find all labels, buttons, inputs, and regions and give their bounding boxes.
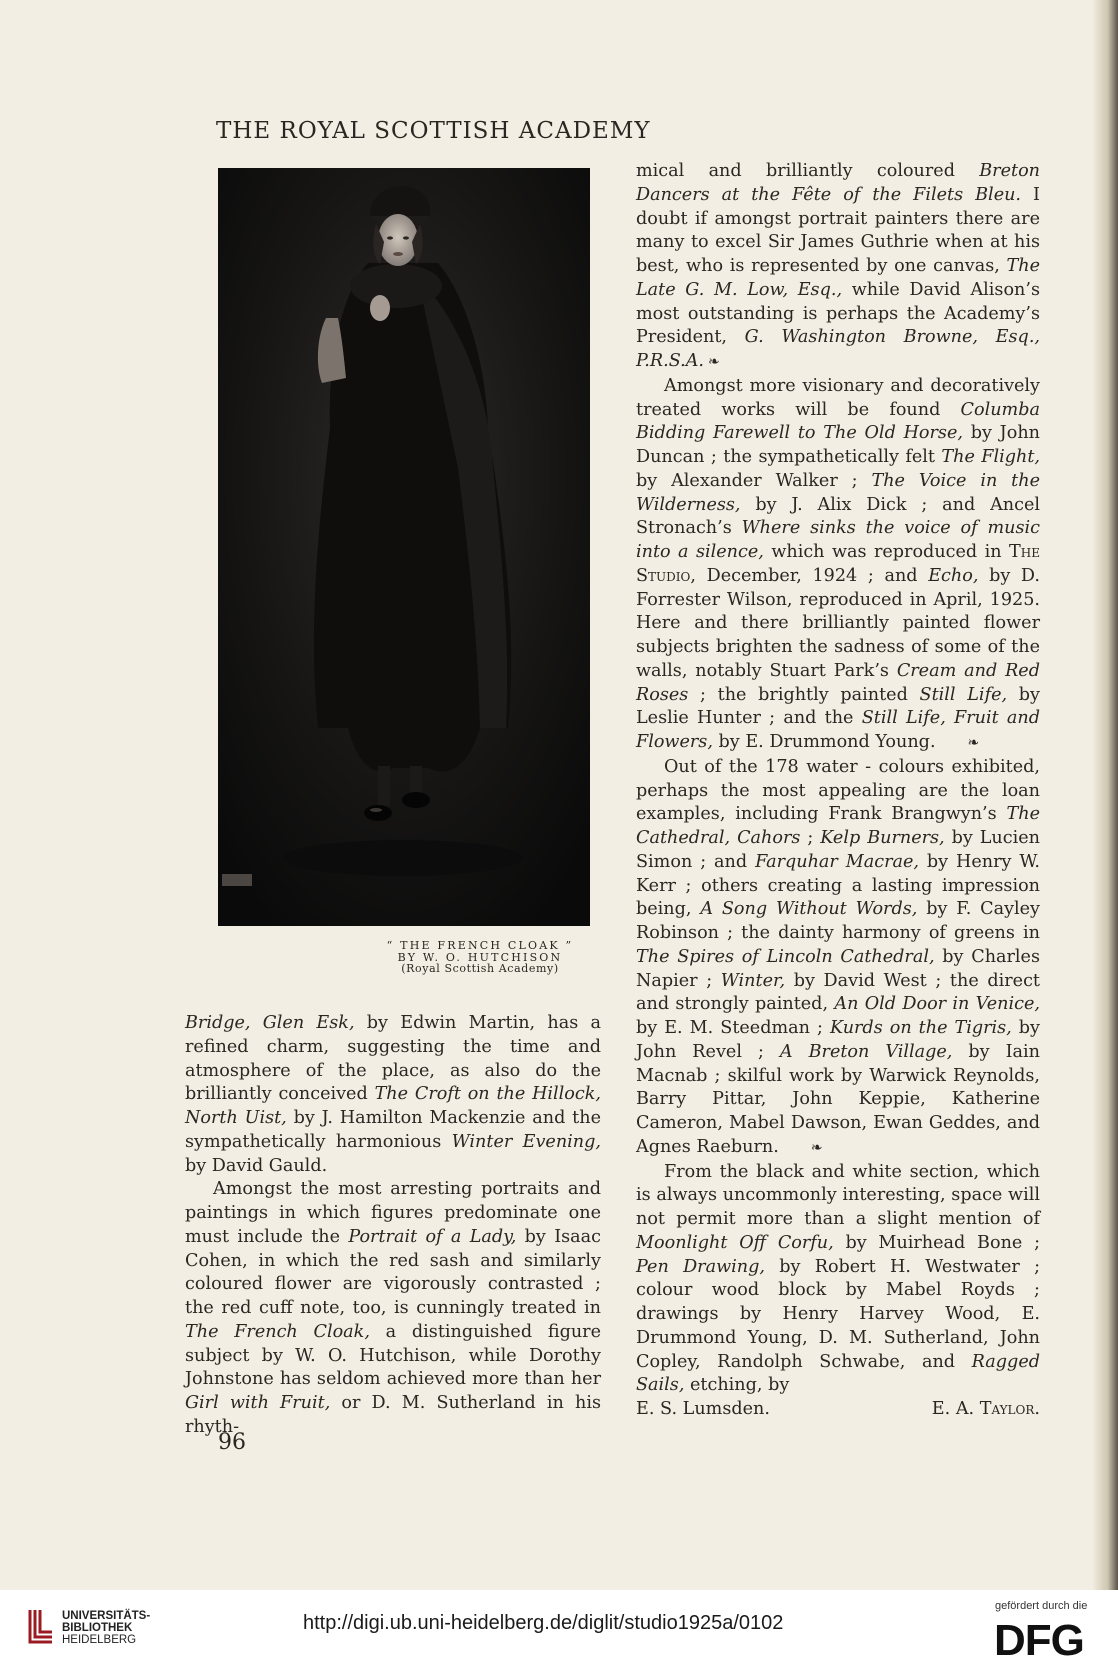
library-name-line1: UNIVERSITÄTS- bbox=[62, 1610, 151, 1622]
running-head: THE ROYAL SCOTTISH ACADEMY bbox=[216, 118, 651, 144]
ornament-icon: ❧ bbox=[708, 354, 720, 370]
paragraph: Amongst the most arresting portraits and paintings in which figures predominate one must include the Portrait of a Lady, by Isaac Cohen, in which the red sash and similarly coloured flower are vigorously contrasted ; the red cuff note, too, is cunningly treated in The French Cloak, a distinguished figure subject by W. O. Hutchison, while Dorothy Johnstone has seldom achieved more than her Girl with Fruit, or D. M. Sutherland in his rhyth- bbox=[185, 1179, 602, 1437]
ornament-icon: ❧ bbox=[967, 735, 980, 751]
page-number: 96 bbox=[218, 1430, 246, 1455]
page-edge-shadow bbox=[1092, 0, 1118, 1590]
signature-left: E. S. Lumsden. bbox=[636, 1399, 770, 1419]
paragraph: From the black and white section, which is always uncommonly interesting, space will not permit more than a slight mention of Moonlight Off Corfu, by Muirhead Bone ; Pen Drawing, by Robert H. Westwater ; colour wood block by Mabel Royds ; drawings by Henry Harvey Wood, E. Drummond Young, D. M. Sutherland, John Copley, Randolph Schwabe, and Ragged Sails, etching, by bbox=[636, 1161, 1040, 1396]
woman-in-cloak-illustration bbox=[218, 168, 590, 926]
caption-artist: BY W. O. HUTCHISON bbox=[397, 950, 563, 964]
paragraph: Bridge, Glen Esk, by Edwin Martin, has a refined charm, suggesting the time and atmosphere of the place, as also do the brilliantly conceived The Croft on the Hillock, North Uist, by J. Hamilton Mackenzie and the sympathetically harmonious Winter Evening, by David Gauld. bbox=[185, 1013, 602, 1176]
university-library-logo-icon bbox=[28, 1608, 54, 1644]
paragraph: Out of the 178 water - colours exhibited, perhaps the most appealing are the loan examples, including Frank Brangwyn’s The Cathedral, Cahors ; Kelp Burners, by Lucien Simon ; and Farquhar Macrae, by Henry W. Kerr ; others creating a lasting impression being, A Song Without Words, by F. Cayley Robinson ; the dainty harmony of greens in The Spires of Lincoln Cathedral, by Charles Napier ; Winter, by David West ; the direct and strongly painted, An Old Door in Venice, by E. M. Steedman ; Kurds on the Tigris, by John Revel ; A Breton Village, by Iain Macnab ; skilful work by Warwick Reynolds, Barry Pittar, John Keppie, Katherine Cameron, Mabel Dawson, Ewan Geddes, and Agnes Raeburn. ❧ bbox=[636, 756, 1040, 1161]
portrait-photograph[interactable] bbox=[218, 168, 590, 926]
signature-line bbox=[636, 1398, 1040, 1422]
left-column-text bbox=[185, 1012, 601, 1440]
paragraph: Amongst more visionary and decoratively treated works will be found Columba Bidding Farewell to The Old Horse, by John Duncan ; the sympathetically felt The Flight, by Alexander Walker ; The Voice in the Wilderness, by J. Alix Dick ; and Ancel Stronach’s Where sinks the voice of music into a silence, which was reproduced in The Studio, December, 1924 ; and Echo, by D. Forrester Wilson, reproduced in April, 1925. Here and there brilliantly painted flower subjects brighten the sadness of some of the walls, notably Stuart Park’s Cream and Red Roses ; the brightly painted Still Life, by Leslie Hunter ; and the Still Life, Fruit and Flowers, by E. Drummond Young. ❧ bbox=[636, 375, 1040, 756]
library-name-line3: HEIDELBERG bbox=[62, 1634, 137, 1646]
library-name bbox=[62, 1610, 150, 1646]
funder-label: gefördert durch die bbox=[995, 1600, 1088, 1612]
dfg-logo: DFG bbox=[994, 1616, 1084, 1665]
caption-title: “ THE FRENCH CLOAK ” bbox=[386, 939, 574, 952]
paragraph: mical and brilliantly coloured Breton Dancers at the Fête of the Filets Bleu. I doubt if amongst portrait painters there are many to excel Sir James Guthrie when at his best, who is represented by one canvas, The Late G. M. Low, Esq., while David Alison’s most outstanding is perhaps the Academy’s President, G. Washington Browne, Esq., P.R.S.A. ❧ bbox=[636, 160, 1040, 375]
library-name-line2: BIBLIOTHEK bbox=[62, 1622, 133, 1634]
right-column-text bbox=[636, 160, 1040, 1422]
caption-credit: (Royal Scottish Academy) bbox=[401, 962, 559, 976]
author-signature: E. A. Taylor. bbox=[931, 1399, 1040, 1419]
digitization-footer bbox=[0, 1590, 1118, 1678]
ornament-icon: ❧ bbox=[810, 1139, 823, 1156]
figure-caption bbox=[360, 940, 600, 975]
source-url-link[interactable]: http://digi.ub.uni-heidelberg.de/diglit/studio1925a/0102 bbox=[303, 1612, 784, 1634]
